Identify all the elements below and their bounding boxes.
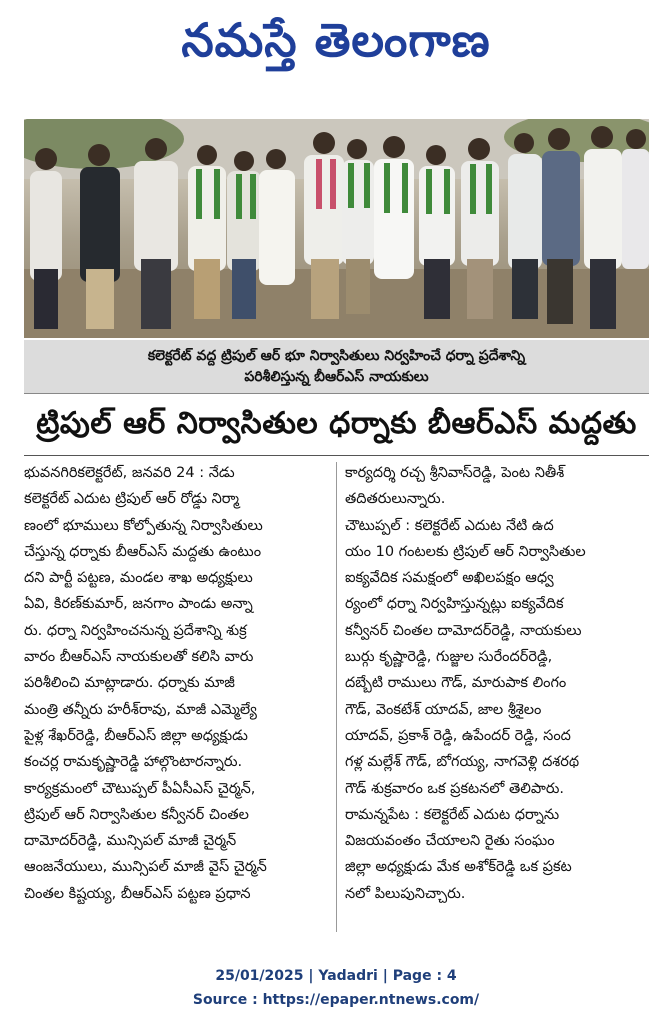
article-line: చేస్తున్న ధర్నాకు బీఆర్ఎస్ మద్దతు ఉంటుం bbox=[24, 543, 262, 560]
article-line: కార్యదర్శి రచ్చ శ్రీనివాస్‌రెడ్డి, పెంట నితీశ్ bbox=[345, 465, 565, 481]
article-line: రామన్నపేట : కలెక్టరేట్ ఎదుట ధర్నాను bbox=[345, 806, 560, 823]
group-photo-illustration bbox=[24, 119, 649, 338]
article-line: దబ్బేటి రాములు గౌడ్, మారుపాక లింగం bbox=[345, 675, 567, 692]
page-footer bbox=[0, 966, 672, 1010]
article-line: ర్యంలో ధర్నా నిర్వహిస్తున్నట్లు ఐక్యవేదిక bbox=[345, 596, 564, 613]
article-line: చింతల కిష్టయ్య, బీఆర్ఎస్ పట్టణ ప్రధాన bbox=[24, 885, 251, 902]
article-column-left bbox=[24, 460, 334, 907]
article-line: ఆంజనేయులు, మున్సిపల్ మాజీ వైస్ చైర్మన్ bbox=[24, 859, 267, 876]
article-line: కంచర్ల రామకృష్ణారెడ్డి హాల్గొంటారన్నారు. bbox=[24, 754, 243, 771]
article-line: విజయవంతం చేయాలని రైతు సంఘం bbox=[345, 833, 555, 850]
article-line: కలెక్టరేట్ ఎదుట ట్రిపుల్ ఆర్ రోడ్డు నిర్మా bbox=[24, 491, 240, 508]
photo-caption bbox=[24, 340, 649, 394]
article-line: జిల్లా అధ్యక్షుడు మేక అశోక్‌రెడ్డి ఒక ప్రకట bbox=[345, 859, 572, 876]
article-line: పరిశీలించి మాట్లాడారు. ధర్నాకు మాజీ bbox=[24, 675, 235, 692]
article-line: ఏవి, కిరణ్‌కుమార్, జనగాం పాండు అన్నా bbox=[24, 596, 253, 613]
article-line: ణంలో భూములు కోల్పోతున్న నిర్వాసితులు bbox=[24, 517, 263, 534]
article-line: తదితరులున్నారు. bbox=[345, 491, 446, 508]
article-line: మంత్రి తన్నీరు హరీశ్‌రావు, మాజీ ఎమ్మెల్యే bbox=[24, 701, 257, 718]
article-line: పైళ్ల శేఖర్‌రెడ్డి, బీఆర్ఎస్ జిల్లా అధ్యక్షుడు bbox=[24, 727, 248, 744]
article-line: బుర్గు కృష్ణారెడ్డి, గుజ్జుల సురేందర్‌రెడ్డి, bbox=[345, 649, 553, 666]
article-line: రు. ధర్నా నిర్వహించనున్న ప్రదేశాన్ని శుక్ర bbox=[24, 622, 247, 639]
article-line: భువనగిరికలెక్టరేట్, జనవరి 24 : నేడు bbox=[24, 465, 235, 481]
headline-text: ట్రిపుల్ ఆర్ నిర్వాసితుల ధర్నాకు బీఆర్ఎస్ మద్దతు bbox=[36, 405, 637, 441]
article-line: చౌటుప్పల్ : కలెక్టరేట్ ఎదుట నేటి ఉద bbox=[345, 517, 554, 534]
masthead bbox=[0, 0, 672, 92]
edition-meta: 25/01/2025 | Yadadri | Page : 4 bbox=[215, 968, 457, 984]
source-link[interactable]: Source : https://epaper.ntnews.com/ bbox=[192, 992, 480, 1008]
article-line: యాదవ్, ప్రకాశ్ రెడ్డి, ఉపేందర్ రెడ్డి, సంద bbox=[345, 727, 571, 744]
article-line: కన్వీనర్ చింతల దామోదర్‌రెడ్డి, నాయకులు bbox=[345, 622, 582, 639]
caption-line-1: కలెక్టరేట్ వద్ద ట్రిపుల్ ఆర్ భూ నిర్వాసితులు నిర్వహించే ధర్నా ప్రదేశాన్ని bbox=[147, 348, 526, 364]
article-line: యం 10 గంటలకు ట్రిపుల్ ఆర్ నిర్వాసితుల bbox=[345, 543, 586, 560]
article-line: ట్రిపుల్ ఆర్ నిర్వాసితుల కన్వీనర్ చింతల bbox=[24, 806, 249, 823]
column-divider bbox=[336, 462, 337, 932]
article-line: నలో పిలుపునిచ్చారు. bbox=[345, 885, 466, 902]
article-headline bbox=[24, 398, 649, 456]
article-line: గళ్ల మల్లేశ్ గౌడ్, బోగయ్య, నాగవెళ్లి దశరథ bbox=[345, 754, 580, 771]
article-line: దని పార్టీ పట్టణ, మండల శాఖ అధ్యక్షులు bbox=[24, 570, 253, 587]
article-column-right bbox=[345, 460, 655, 907]
article-line: ఐక్యవేదిక సమక్షంలో అఖిలపక్షం ఆధ్వ bbox=[345, 570, 554, 587]
news-photo bbox=[24, 119, 649, 338]
article-line: గౌడ్, వెంకటేశ్ యాదవ్, జాల శ్రీశైలం bbox=[345, 701, 542, 718]
caption-line-2: పరిశీలిస్తున్న బీఆర్ఎస్ నాయకులు bbox=[244, 369, 429, 385]
article-line: గౌడ్ శుక్రవారం ఒక ప్రకటనలో తెలిపారు. bbox=[345, 780, 565, 797]
article-line: కార్యక్రమంలో చౌటుప్పల్ పీఏసీఎస్ చైర్మన్, bbox=[24, 780, 256, 797]
article-line: వారం బీఆర్ఎస్ నాయకులతో కలిసి వారు bbox=[24, 649, 254, 666]
newspaper-logo-text: నమస్తే తెలంగాణ bbox=[181, 13, 491, 67]
article-line: దామోదర్‌రెడ్డి, మున్సిపల్ మాజీ చైర్మన్ bbox=[24, 833, 237, 850]
